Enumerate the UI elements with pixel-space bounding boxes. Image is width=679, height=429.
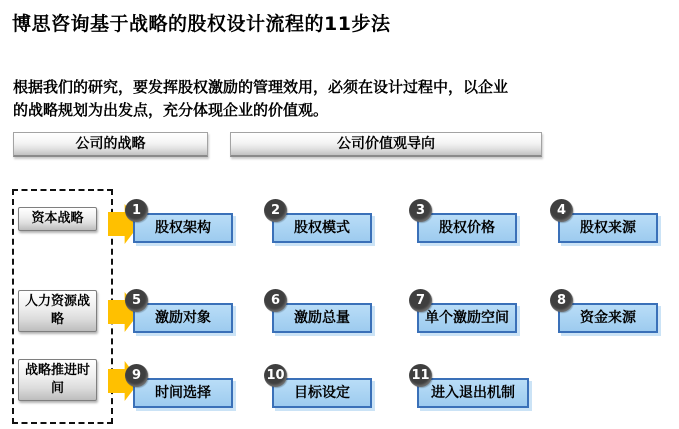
step-number-badge: 6 [264,289,287,312]
step-box-3 [415,203,517,243]
step-label: 股权架构 [155,220,211,236]
step-label: 激励总量 [294,310,350,326]
step-label: 目标设定 [294,385,350,401]
step-box-6 [270,293,372,333]
step-number-badge: 3 [409,199,432,222]
step-number-badge: 10 [264,364,287,387]
step-label: 股权来源 [580,220,636,236]
step-label: 股权模式 [294,220,350,236]
strategy-timing-button: 战略推进时间 [18,359,97,401]
step-number-badge: 7 [409,289,432,312]
header-bar-company-values: 公司价值观导向 [230,132,542,157]
step-box-9 [131,368,233,408]
step-label: 资金来源 [580,310,636,326]
step-number-badge: 1 [125,199,148,222]
strategy-hr-button: 人力资源战略 [18,290,97,332]
step-label: 进入退出机制 [431,385,515,401]
step-number-badge: 11 [409,364,432,387]
step-label: 时间选择 [155,385,211,401]
step-box-2 [270,203,372,243]
step-label: 激励对象 [155,310,211,326]
step-number-badge: 5 [125,289,148,312]
step-box-5 [131,293,233,333]
step-label: 单个激励空间 [425,310,509,326]
header-bar-company-strategy: 公司的战略 [13,132,208,157]
intro-paragraph: 根据我们的研究，要发挥股权激励的管理效用，必须在设计过程中，以企业的战略规划为出发点，充分体现企业的价值观。 [13,78,509,119]
step-number-badge: 9 [125,364,148,387]
step-box-8 [556,293,658,333]
step-number-badge: 2 [264,199,287,222]
step-number-badge: 8 [550,289,573,312]
step-box-11 [411,368,529,408]
step-label: 股权价格 [439,220,495,236]
step-box-10 [266,368,372,408]
page-title: 博思咨询基于战略的股权设计流程的11步法 [12,13,391,35]
strategy-capital-button: 资本战略 [18,207,97,231]
step-box-4 [556,203,658,243]
step-box-7 [415,293,517,333]
step-box-1 [131,203,233,243]
step-number-badge: 4 [550,199,573,222]
